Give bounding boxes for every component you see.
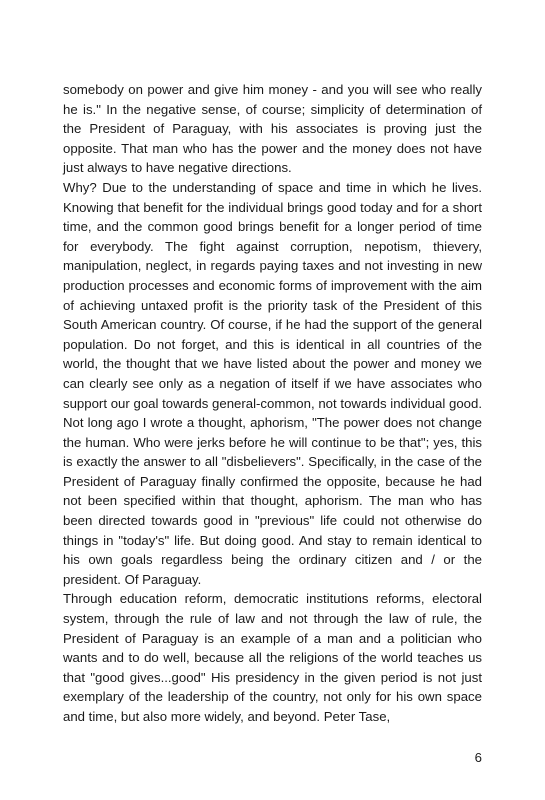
paragraph-3: Through education reform, democratic institutions reforms, electoral system, through the rule of law and not through the law of rule, the President of Paraguay is an example of a man and a politician who wants and to do well, because all the religions of the world teaches us that "good gives...good" His presidency in the given period is not just exemplary of the leadership of the country, not only for his own space and time, but also more widely, and beyond. Peter Tase, [63,591,482,724]
page-number: 6 [474,750,482,765]
body-text [63,80,482,727]
paragraph-1: somebody on power and give him money - and you will see who really he is." In the negative sense, of course; simplicity of determination of the President of Paraguay, with his associates is proving just the opposite. That man who has the power and the money does not have just always to have negative directions. [63,82,482,176]
paragraph-2: Why? Due to the understanding of space and time in which he lives. Knowing that benefit for the individual brings good today and for a short time, and the common good brings benefit for a longer period of time for everybody. The fight against corruption, nepotism, thievery, manipulation, neglect, in regards paying taxes and not investing in new production processes and economic forms of improvement with the aim of achieving untaxed profit is the priority task of the President of this South American country. Of course, if he had the support of the general population. Do not forget, and this is identical in all countries of the world, the thought that we have listed about the power and money we can clearly see only as a negation of itself if we have associates who support our goal towards general-common, not towards individual good. Not long ago I wrote a thought, aphorism, "The power does not change the human. Who were jerks before he will continue to be that"; yes, this is exactly the answer to all "disbelievers". Specifically, in the case of the President of Paraguay finally confirmed the opposite, because he had not been specified within that thought, aphorism. The man who has been directed towards good in "previous" life could not otherwise do things in "today's" life. But doing good. And stay to remain identical to his own goals regardless being the ordinary citizen and / or the president. Of Paraguay. [63,179,482,587]
